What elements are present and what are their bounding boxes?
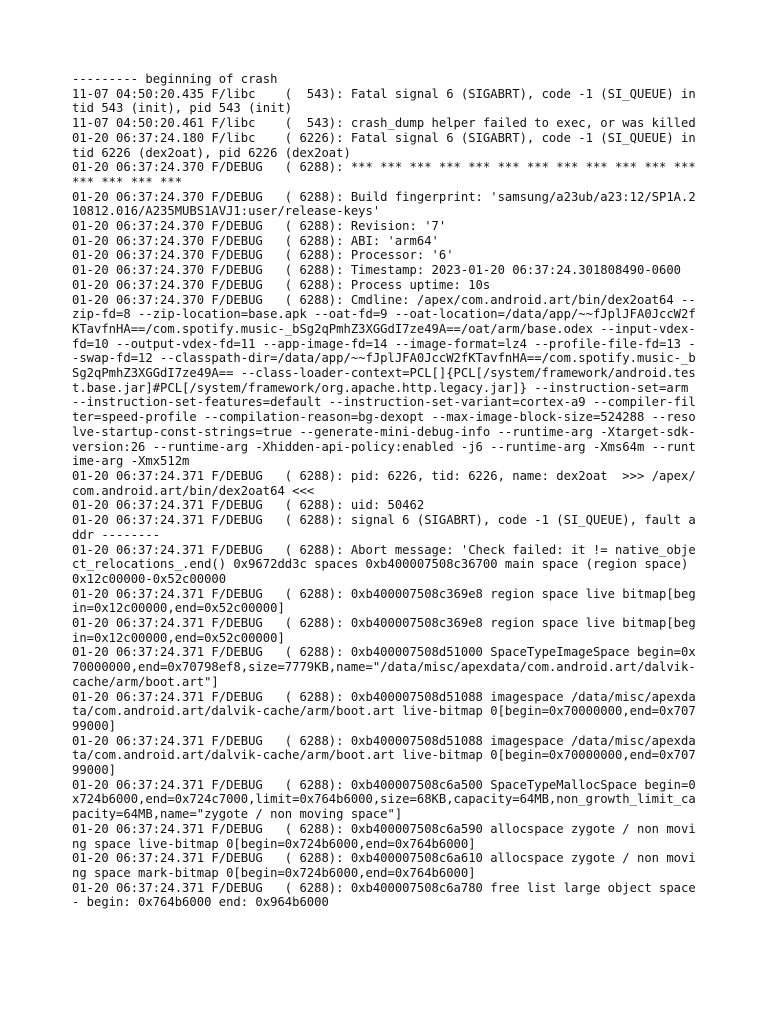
log-line: 01-20 06:37:24.371 F/DEBUG ( 6288): 0xb400007508c6a610 allocspace zygote / non moving space mark-bitmap 0[begin=0x724b6000,end=0x764b6000] xyxy=(72,851,696,880)
log-line: 01-20 06:37:24.371 F/DEBUG ( 6288): 0xb400007508c369e8 region space live bitmap[begin=0x12c00000,end=0x52c00000] xyxy=(72,616,696,645)
log-line: 01-20 06:37:24.370 F/DEBUG ( 6288): Processor: '6' xyxy=(72,248,454,263)
log-line: 01-20 06:37:24.180 F/libc ( 6226): Fatal signal 6 (SIGABRT), code -1 (SI_QUEUE) in tid 6226 (dex2oat), pid 6226 (dex2oat) xyxy=(72,130,704,160)
log-line: 01-20 06:37:24.371 F/DEBUG ( 6288): 0xb400007508c6a590 allocspace zygote / non moving space live-bitmap 0[begin=0x724b6000,end=0x764b6000] xyxy=(72,821,696,851)
log-line: 01-20 06:37:24.370 F/DEBUG ( 6288): *** *** *** *** *** *** *** *** *** *** *** *** *** *** *** *** xyxy=(72,160,704,189)
log-line: 01-20 06:37:24.371 F/DEBUG ( 6288): 0xb400007508d51000 SpaceTypeImageSpace begin=0x70000000,end=0x70798ef8,size=7779KB,name="/data/misc/apexdata/com.android.art/dalvik-cache/arm/boot.art"] xyxy=(72,645,696,689)
log-line: 01-20 06:37:24.370 F/DEBUG ( 6288): ABI: 'arm64' xyxy=(72,233,439,248)
log-line: 01-20 06:37:24.371 F/DEBUG ( 6288): 0xb400007508c369e8 region space live bitmap[begin=0x12c00000,end=0x52c00000] xyxy=(72,586,696,616)
crash-log-document xyxy=(72,72,702,910)
log-line: 01-20 06:37:24.370 F/DEBUG ( 6288): Build fingerprint: 'samsung/a23ub/a23:12/SP1A.210812.016/A235MUBS1AVJ1:user/release-keys' xyxy=(72,189,696,219)
log-line: 01-20 06:37:24.371 F/DEBUG ( 6288): Abort message: 'Check failed: it != native_object_relocations_.end() 0x9672dd3c spaces 0xb400007508c36700 main space (region space) 0x12c00000-0x52c00000 xyxy=(72,542,696,586)
log-line: 11-07 04:50:20.461 F/libc ( 543): crash_dump helper failed to exec, or was killed xyxy=(72,116,696,131)
log-line: --------- beginning of crash xyxy=(72,72,278,86)
log-line: 01-20 06:37:24.371 F/DEBUG ( 6288): 0xb400007508d51088 imagespace /data/misc/apexdata/com.android.art/dalvik-cache/arm/boot.art live-bitmap 0[begin=0x70000000,end=0x70799000] xyxy=(72,689,696,733)
log-line: 01-20 06:37:24.371 F/DEBUG ( 6288): pid: 6226, tid: 6226, name: dex2oat >>> /apex/com.android.art/bin/dex2oat64 <<< xyxy=(72,468,696,498)
log-line: 11-07 04:50:20.435 F/libc ( 543): Fatal signal 6 (SIGABRT), code -1 (SI_QUEUE) in tid 543 (init), pid 543 (init) xyxy=(72,86,704,116)
log-line: 01-20 06:37:24.371 F/DEBUG ( 6288): 0xb400007508d51088 imagespace /data/misc/apexdata/com.android.art/dalvik-cache/arm/boot.art live-bitmap 0[begin=0x70000000,end=0x70799000] xyxy=(72,733,696,778)
log-line: 01-20 06:37:24.371 F/DEBUG ( 6288): uid: 50462 xyxy=(72,498,425,513)
log-line: 01-20 06:37:24.371 F/DEBUG ( 6288): 0xb400007508c6a780 free list large object space - begin: 0x764b6000 end: 0x964b6000 xyxy=(72,880,704,910)
log-line: 01-20 06:37:24.371 F/DEBUG ( 6288): signal 6 (SIGABRT), code -1 (SI_QUEUE), fault addr -------- xyxy=(72,513,696,542)
log-line: 01-20 06:37:24.370 F/DEBUG ( 6288): Timestamp: 2023-01-20 06:37:24.301808490-0600 xyxy=(72,263,682,278)
log-line: 01-20 06:37:24.370 F/DEBUG ( 6288): Cmdline: /apex/com.android.art/bin/dex2oat64 --zip-fd=8 --zip-location=base.apk --oat-fd=9 --oat-location=/data/app/~~fJplJFA0JccW2fKTavfnHA==/com.spotify.music-_bSg2qPmhZ3XGGdI7ze49A==/oat/arm/base.odex --input-vdex-fd=10 --output-vdex-fd=11 --app-image-fd=14 --image-format=lz4 --profile-file-fd=13 --swap-fd=12 --classpath-dir=/data/app/~~fJplJFA0JccW2fKTavfnHA==/com.spotify.music-_bSg2qPmhZ3XGGdI7ze49A== --class-loader-context=PCL[]{PCL[/system/framework/android.test.base.jar]#PCL[/system/framework/org.apache.http.legacy.jar]} --instruction-set=arm --instruction-set-features=default --instruction-set-variant=cortex-a9 --compiler-filter=speed-profile --compilation-reason=bg-dexopt --max-image-block-size=524288 --resolve-startup-const-strings=true --generate-mini-debug-info --runtime-arg -Xtarget-sdk-version:26 --runtime-arg -Xhidden-api-policy:enabled -j6 --runtime-arg -Xms64m --runtime-arg -Xmx512m xyxy=(72,292,696,469)
log-line: 01-20 06:37:24.371 F/DEBUG ( 6288): 0xb400007508c6a500 SpaceTypeMallocSpace begin=0x724b6000,end=0x724c7000,limit=0x764b6000,size=68KB,capacity=64MB,non_growth_limit_capacity=64MB,name="zygote / non moving space"] xyxy=(72,777,696,822)
log-line: 01-20 06:37:24.370 F/DEBUG ( 6288): Process uptime: 10s xyxy=(72,277,491,292)
log-line: 01-20 06:37:24.370 F/DEBUG ( 6288): Revision: '7' xyxy=(72,219,447,234)
